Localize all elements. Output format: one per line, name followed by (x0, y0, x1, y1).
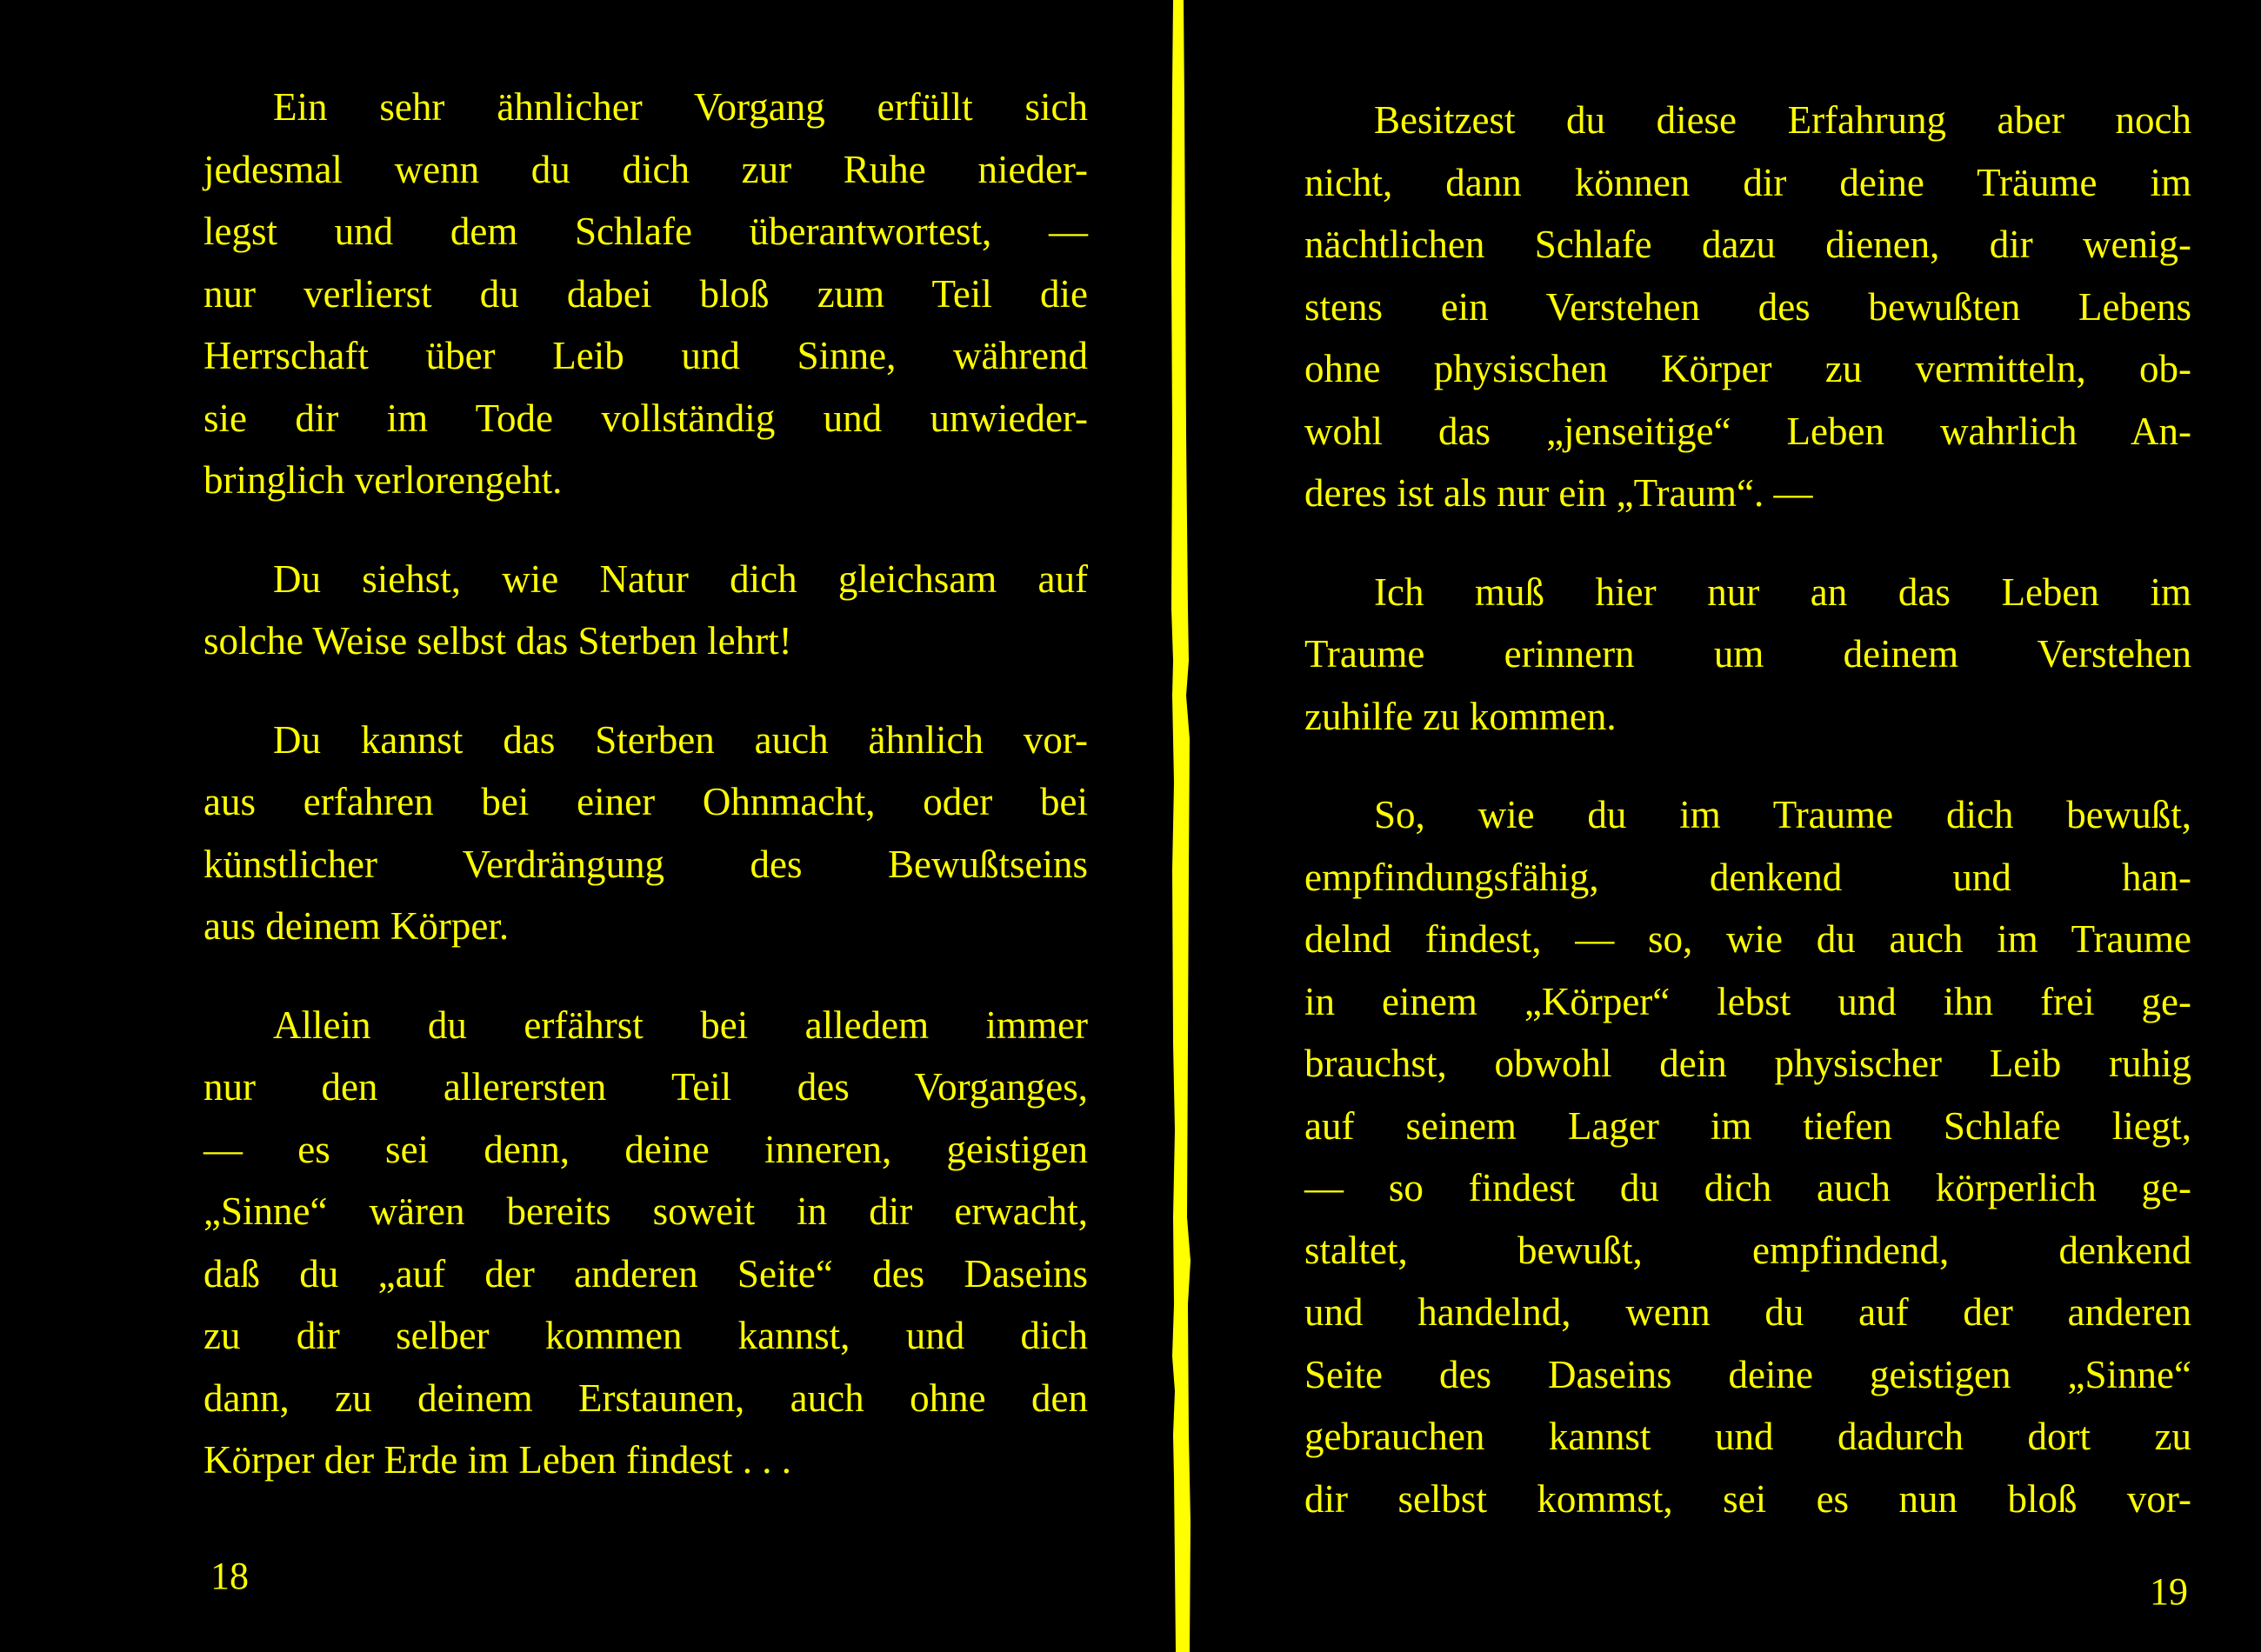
text-line: nicht, dann können dir deine Träume im (1304, 160, 2191, 204)
text-line: künstlicher Verdrängung des Bewußtseins (203, 842, 1088, 886)
left-paragraph-2 (203, 549, 1088, 673)
text-line: auf seinem Lager im tiefen Schlafe liegt, (1304, 1103, 2191, 1148)
text-line: ohne physischen Körper zu vermitteln, ob- (1304, 347, 2191, 390)
right-page (1193, 0, 2261, 1652)
right-page-text (1304, 90, 2191, 1530)
text-line: nur den allerersten Teil des Vorganges, (203, 1065, 1088, 1109)
text-line: Seite des Daseins deine geistigen „Sinne“ (1304, 1352, 2191, 1396)
text-line: wohl das „jenseitige“ Leben wahrlich An- (1304, 409, 2191, 453)
left-paragraph-3 (203, 709, 1088, 958)
text-line: brauchst, obwohl dein physischer Leib ruhig (1304, 1042, 2191, 1085)
text-line: jedesmal wenn du dich zur Ruhe nieder- (203, 147, 1088, 191)
right-paragraph-1 (1304, 90, 2191, 525)
left-paragraph-4 (203, 995, 1088, 1492)
text-line: stens ein Verstehen des bewußten Lebens (1304, 284, 2191, 329)
left-paragraph-1 (203, 77, 1088, 512)
text-line: solche Weise selbst das Sterben lehrt! (203, 619, 792, 663)
text-line: daß du „auf der anderen Seite“ des Daseins (203, 1251, 1088, 1296)
text-line: dann, zu deinem Erstaunen, auch ohne den (203, 1376, 1088, 1420)
gutter-edge (1171, 0, 1191, 1652)
text-line: aus deinem Körper. (203, 904, 510, 948)
right-paragraph-2 (1304, 562, 2191, 749)
text-line: So, wie du im Traume dich bewußt, (1374, 793, 2191, 836)
text-line: dir selbst kommst, sei es nun bloß vor- (1304, 1476, 2191, 1521)
text-line: Besitzest du diese Erfahrung aber noch (1374, 98, 2191, 142)
text-line: — so findest du dich auch körperlich ge- (1304, 1166, 2191, 1209)
text-line: nur verlierst du dabei bloß zum Teil die (203, 271, 1088, 316)
text-line: gebrauchen kannst und dadurch dort zu (1304, 1415, 2191, 1458)
text-line: in einem „Körper“ lebst und ihn frei ge- (1304, 979, 2191, 1023)
gutter-strip (1170, 0, 1192, 1652)
text-line: nächtlichen Schlafe dazu dienen, dir wenig- (1304, 223, 2191, 266)
text-line: deres ist als nur ein „Traum“. — (1304, 471, 1813, 515)
text-line: bringlich verlorengeht. (203, 458, 563, 502)
text-line: zuhilfe zu kommen. (1304, 694, 1617, 738)
page-number-left: 18 (210, 1555, 249, 1597)
text-line: Ich muß hier nur an das Leben im (1374, 570, 2191, 614)
text-line: legst und dem Schlafe überantwortest, — (203, 210, 1088, 253)
page-number-right: 19 (2150, 1570, 2188, 1613)
text-line: „Sinne“ wären bereits soweit in dir erwacht, (203, 1189, 1088, 1233)
right-paragraph-3 (1304, 784, 2191, 1530)
book-gutter (1170, 0, 1192, 1652)
text-line: — es sei denn, deine inneren, geistigen (203, 1127, 1088, 1171)
text-line: delnd findest, — so, wie du auch im Traume (1304, 917, 2191, 961)
text-line: Herrschaft über Leib und Sinne, während (203, 334, 1088, 377)
text-line: und handelnd, wenn du auf der anderen (1304, 1290, 2191, 1334)
text-line: Du siehst, wie Natur dich gleichsam auf (273, 556, 1088, 601)
text-line: zu dir selber kommen kannst, und dich (203, 1314, 1088, 1357)
text-line: aus erfahren bei einer Ohnmacht, oder bei (203, 780, 1088, 823)
left-page-text (203, 77, 1088, 1492)
text-line: Traume erinnern um deinem Verstehen (1304, 632, 2191, 676)
text-line: Du kannst das Sterben auch ähnlich vor- (273, 717, 1088, 762)
text-line: sie dir im Tode vollständig und unwieder- (203, 396, 1088, 440)
text-line: empfindungsfähig, denkend und han- (1304, 855, 2191, 899)
text-line: Ein sehr ähnlicher Vorgang erfüllt sich (273, 85, 1088, 129)
text-line: staltet, bewußt, empfindend, denkend (1304, 1228, 2191, 1272)
text-line: Allein du erfährst bei alledem immer (273, 1003, 1088, 1047)
text-line: Körper der Erde im Leben findest . . . (203, 1438, 792, 1482)
